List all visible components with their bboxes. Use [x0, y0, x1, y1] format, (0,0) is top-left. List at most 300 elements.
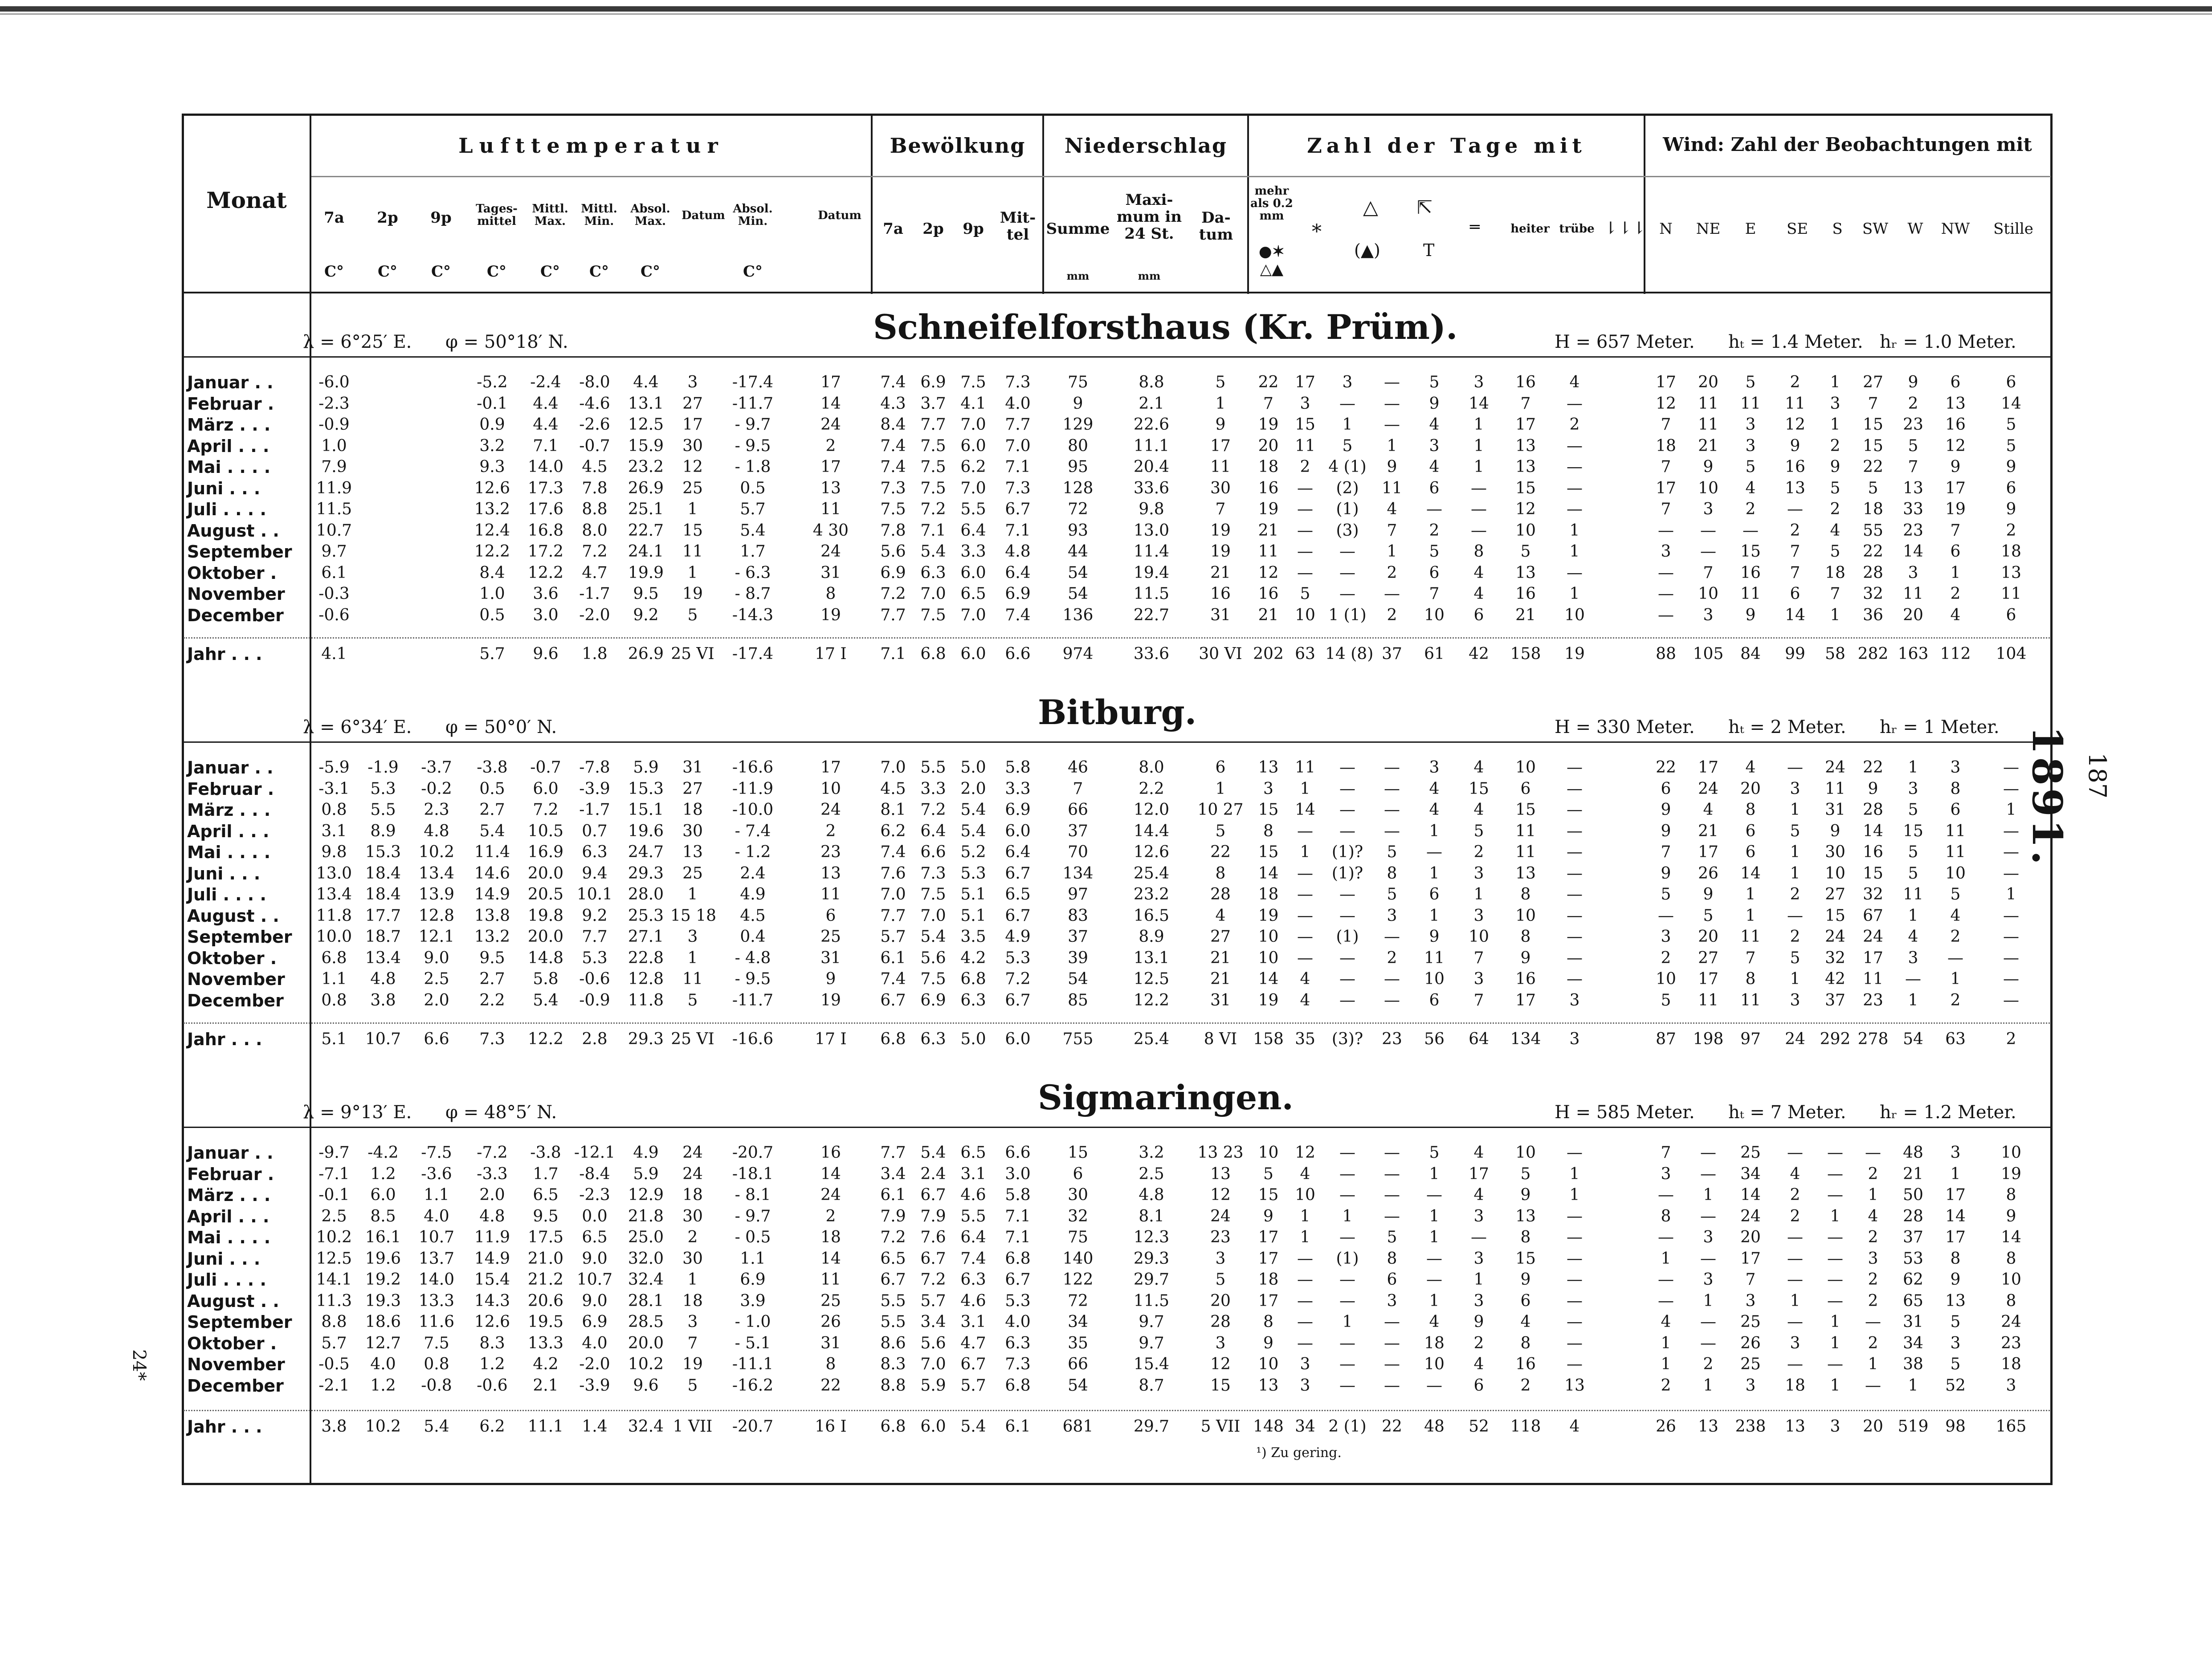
table-row [184, 1311, 2050, 1333]
table-cell: 7.0 [920, 585, 946, 603]
year-row [184, 1029, 2050, 1050]
table-cell: 9.0 [424, 949, 449, 967]
table-cell: 17 [820, 758, 841, 777]
table-cell: — [1297, 1291, 1313, 1310]
table-cell: — [1339, 1334, 1355, 1352]
table-cell: 14.1 [316, 1270, 352, 1289]
table-cell: 70 [1068, 843, 1088, 861]
table-row [184, 948, 2050, 969]
table-cell: 6 [1950, 373, 1961, 391]
table-cell: 21 [1903, 1164, 1923, 1183]
table-cell: 85 [1068, 991, 1088, 1010]
year-cell: 3 [1569, 1030, 1580, 1048]
table-cell: 4.0 [582, 1334, 608, 1352]
col-temp-datum-min: Datum [818, 209, 861, 222]
table-cell: 6.9 [920, 373, 946, 391]
year-cell: 6.0 [920, 1417, 946, 1436]
table-row [184, 1206, 2050, 1227]
table-cell: 27 [1698, 949, 1718, 967]
year-cell: 35 [1295, 1030, 1315, 1048]
table-cell: 7.8 [582, 479, 608, 497]
table-cell: 9 [1703, 885, 1714, 904]
table-cell: 1 [1387, 542, 1397, 561]
table-row [184, 757, 2050, 778]
table-cell: - 1.0 [735, 1313, 771, 1331]
table-cell: — [1787, 1270, 1803, 1289]
table-cell: — [1658, 1291, 1674, 1310]
year-cell: 2.8 [582, 1030, 608, 1048]
table-cell: 6.3 [582, 843, 608, 861]
table-cell: 1 [1473, 458, 1484, 476]
table-cell: 8 [825, 1355, 836, 1373]
table-cell: 5.6 [920, 1334, 946, 1352]
table-cell: -3.3 [477, 1164, 508, 1183]
table-cell: 3.1 [321, 822, 347, 840]
month-label: März . . . [187, 1185, 271, 1205]
table-cell: 6.4 [920, 822, 946, 840]
table-cell: 8 [1950, 1249, 1961, 1268]
table-cell: -17.4 [732, 373, 774, 391]
table-cell: 6.5 [533, 1186, 559, 1204]
month-label: Mai . . . . [187, 457, 271, 477]
table-cell: 8.4 [479, 563, 505, 582]
table-cell: 6.9 [582, 1313, 608, 1331]
table-cell: -1.9 [367, 758, 399, 777]
table-cell: -10.0 [732, 801, 774, 819]
table-cell: 4.9 [633, 1144, 659, 1162]
table-cell: 6.2 [960, 458, 986, 476]
year-cell: 165 [1996, 1417, 2027, 1436]
table-cell: 7.4 [880, 843, 906, 861]
table-cell: — [1700, 542, 1716, 561]
table-cell: - 0.5 [735, 1228, 771, 1246]
table-cell: 10 [1656, 970, 1676, 988]
table-cell: 9 [1703, 458, 1714, 476]
table-cell: 3 [1300, 394, 1310, 413]
table-cell: 14 [1740, 864, 1761, 883]
table-cell: 6.8 [1005, 1249, 1031, 1268]
station-title: Schneifelforsthaus (Kr. Prüm). [873, 307, 1458, 347]
table-cell: 1 [1790, 843, 1800, 861]
table-cell: 7 [1703, 563, 1714, 582]
table-cell: 5 [2006, 415, 2016, 434]
storm-icon: ⇂⇂⇂ [1604, 218, 1646, 238]
table-cell: 7.0 [960, 415, 986, 434]
table-cell: 20 [1258, 436, 1279, 455]
table-cell: 7.1 [533, 436, 559, 455]
table-cell: 6 [2006, 373, 2016, 391]
table-cell: 4 (1) [1328, 458, 1367, 476]
thunder-icon: ⇱ [1416, 196, 1433, 219]
table-cell: 3 [1908, 779, 1918, 798]
table-cell: 1.7 [740, 542, 766, 561]
table-cell: 4.2 [960, 949, 986, 967]
table-cell: (1) [1336, 500, 1359, 518]
table-cell: -5.2 [477, 373, 508, 391]
table-cell: 2 [1520, 1376, 1531, 1395]
table-cell: 11 [1698, 415, 1718, 434]
table-cell: 11 [1515, 843, 1536, 861]
table-cell: 19.5 [527, 1313, 564, 1331]
table-cell: 28 [1863, 563, 1883, 582]
table-cell: 2 [1387, 949, 1397, 967]
table-cell: 8 [1263, 1313, 1273, 1331]
table-cell: 10 [1258, 928, 1279, 946]
table-cell: 5.5 [370, 801, 396, 819]
table-cell: 27 [682, 779, 703, 798]
table-cell: 22 [1863, 458, 1883, 476]
month-label: Juli . . . . [187, 885, 266, 904]
table-cell: 8.6 [880, 1334, 906, 1352]
table-cell: 6.5 [880, 1249, 906, 1268]
table-cell: 9.7 [1139, 1313, 1164, 1331]
table-cell: 8.7 [1139, 1376, 1164, 1395]
table-cell: 4.5 [880, 779, 906, 798]
table-cell: 17 [820, 373, 841, 391]
table-cell: 18 [820, 1228, 841, 1246]
table-cell: 8.3 [880, 1355, 906, 1373]
table-cell: (2) [1336, 479, 1359, 497]
table-cell: 7.3 [880, 479, 906, 497]
table-cell: 7 [1868, 394, 1878, 413]
table-cell: 3.2 [479, 436, 505, 455]
table-cell: 7.5 [920, 885, 946, 904]
table-cell: 7.3 [1005, 1355, 1031, 1373]
table-cell: 25 [1740, 1355, 1761, 1373]
table-cell: 6.5 [960, 585, 986, 603]
table-cell: 22 [820, 1376, 841, 1395]
table-cell: 17 [1945, 1228, 1966, 1246]
table-row [184, 821, 2050, 842]
table-cell: — [1426, 500, 1442, 518]
table-cell: 29.7 [1133, 1270, 1170, 1289]
table-cell: — [1827, 1270, 1843, 1289]
table-cell: 1.2 [370, 1164, 396, 1183]
month-label: Februar . [187, 779, 274, 799]
table-cell: 4 [1429, 801, 1440, 819]
table-cell: 4.7 [960, 1334, 986, 1352]
table-cell: 1 [1387, 436, 1397, 455]
table-cell: 23 [1210, 1228, 1231, 1246]
table-cell: 4 [1703, 801, 1714, 819]
table-cell: 5.3 [1005, 1291, 1031, 1310]
table-cell: 16.1 [365, 1228, 401, 1246]
table-cell: 0.0 [582, 1207, 608, 1225]
table-cell: 16 [1740, 563, 1761, 582]
table-cell: 4 [1473, 1355, 1484, 1373]
month-label: September [187, 927, 292, 947]
table-cell: 25.4 [1133, 864, 1170, 883]
table-cell: 4.4 [633, 373, 659, 391]
month-label: November [187, 1355, 285, 1374]
table-cell: 4 [1790, 1164, 1800, 1183]
table-cell: 35 [1068, 1334, 1088, 1352]
table-cell: 15 [1515, 801, 1536, 819]
table-cell: 28 [1863, 801, 1883, 819]
table-cell: 21 [1210, 949, 1231, 967]
table-cell: -0.6 [579, 970, 610, 988]
table-cell: 11.5 [316, 500, 352, 518]
table-cell: 2 [1790, 373, 1800, 391]
col-temp-mittl-min: Mittl. Min. [581, 202, 617, 228]
table-cell: 30 [682, 1249, 703, 1268]
table-cell: 13.3 [527, 1334, 564, 1352]
table-cell: 11 [820, 1270, 841, 1289]
unit-temp-absol-min: C° [743, 263, 763, 281]
year-cell: 23 [1382, 1030, 1402, 1048]
table-cell: 7.2 [920, 1270, 946, 1289]
month-label: Januar . . [187, 758, 273, 778]
table-cell: 1 [1429, 1207, 1440, 1225]
table-cell: — [1297, 864, 1313, 883]
table-cell: 6 [1661, 779, 1671, 798]
table-cell: 6 [1215, 758, 1226, 777]
year-cell: -20.7 [732, 1417, 774, 1436]
year-cell: 25.4 [1133, 1030, 1170, 1048]
year-cell: 11.1 [527, 1417, 564, 1436]
year-cell: 52 [1469, 1417, 1489, 1436]
month-label: December [187, 1376, 284, 1396]
table-cell: 4 [1745, 479, 1756, 497]
table-cell: 3 [1342, 373, 1353, 391]
table-cell: 10 [1258, 1144, 1279, 1162]
table-cell: — [1827, 1164, 1843, 1183]
table-cell: 9.0 [582, 1291, 608, 1310]
table-cell: -9.7 [318, 1144, 350, 1162]
table-cell: 2 [1429, 521, 1440, 540]
table-cell: 12 [1515, 500, 1536, 518]
table-cell: 21.0 [527, 1249, 564, 1268]
table-cell: — [1339, 1164, 1355, 1183]
table-cell: — [1787, 758, 1803, 777]
table-cell: 14.9 [474, 885, 510, 904]
table-cell: 25.3 [628, 906, 664, 925]
table-cell: 38 [1903, 1355, 1923, 1373]
table-cell: 24 [820, 415, 841, 434]
table-cell: 4 [1745, 758, 1756, 777]
table-cell: 13 [1515, 864, 1536, 883]
table-cell: 14.4 [1133, 822, 1170, 840]
month-label: März . . . [187, 800, 271, 820]
table-cell: 14 [1740, 1186, 1761, 1204]
month-label: Januar . . [187, 373, 273, 392]
table-cell: 10 [820, 779, 841, 798]
table-cell: -11.9 [732, 779, 774, 798]
year-label-cell: Jahr . . . [187, 644, 262, 664]
table-cell: 8.5 [370, 1207, 396, 1225]
table-cell: 5.7 [920, 1291, 946, 1310]
table-cell: — [2003, 822, 2019, 840]
table-cell: — [1567, 500, 1583, 518]
year-cell: 22 [1382, 1417, 1402, 1436]
year-cell: 2 (1) [1328, 1417, 1367, 1436]
month-label: Februar . [187, 1164, 274, 1184]
table-cell: 9 [1950, 1270, 1961, 1289]
station-longitude: λ = 9°13′ E. [303, 1102, 412, 1123]
table-cell: — [1567, 970, 1583, 988]
table-cell: 7.5 [920, 479, 946, 497]
table-cell: 17.6 [527, 500, 564, 518]
table-cell: 65 [1903, 1291, 1923, 1310]
table-cell: 10.2 [316, 1228, 352, 1246]
table-cell: 1 [1950, 970, 1961, 988]
table-cell: 11 [1825, 779, 1845, 798]
table-cell: 3 [2006, 1376, 2016, 1395]
table-cell: 21 [1698, 436, 1718, 455]
month-label: Juli . . . . [187, 1270, 266, 1290]
year-cell: 278 [1857, 1030, 1889, 1048]
table-cell: 7.0 [920, 906, 946, 925]
table-cell: 24 [1825, 928, 1845, 946]
table-cell: 14.0 [527, 458, 564, 476]
station-longitude: λ = 6°34′ E. [303, 717, 412, 737]
table-cell: — [1384, 928, 1400, 946]
col-temp-absol-min: Absol. Min. [733, 202, 773, 228]
table-cell: 19 [1210, 542, 1231, 561]
table-cell: 2.3 [424, 801, 449, 819]
table-cell: -2.0 [579, 606, 610, 624]
table-cell: 12.7 [365, 1334, 401, 1352]
table-cell: — [1658, 1228, 1674, 1246]
table-cell: — [1339, 563, 1355, 582]
table-cell: 13.2 [474, 928, 510, 946]
table-cell: 15 [1469, 779, 1489, 798]
year-cell: 5.0 [960, 1030, 986, 1048]
table-cell: 27 [682, 394, 703, 413]
table-cell: 2.5 [424, 970, 449, 988]
table-cell: 2.5 [321, 1207, 347, 1225]
table-cell: — [1471, 500, 1487, 518]
table-cell: 50 [1903, 1186, 1923, 1204]
table-cell: -3.8 [530, 1144, 561, 1162]
table-cell: -8.0 [579, 373, 610, 391]
fog-icon: ═ [1470, 218, 1480, 236]
table-cell: — [1297, 822, 1313, 840]
table-cell: 11 [1698, 394, 1718, 413]
table-cell: — [1658, 521, 1674, 540]
table-cell: 25 [682, 864, 703, 883]
table-cell: 5 [2006, 436, 2016, 455]
year-cell: 3 [1830, 1417, 1841, 1436]
table-cell: - 7.4 [735, 822, 771, 840]
table-cell: 15.3 [365, 843, 401, 861]
table-cell: 9 [1520, 1270, 1531, 1289]
table-cell: — [1787, 1355, 1803, 1373]
table-cell: 18.4 [365, 864, 401, 883]
table-cell: 3 [1215, 1249, 1226, 1268]
table-cell: 11.9 [474, 1228, 510, 1246]
table-cell: 7.5 [880, 500, 906, 518]
table-cell: 7.8 [880, 521, 906, 540]
table-cell: 10 [1515, 906, 1536, 925]
table-cell: 25 [1740, 1144, 1761, 1162]
table-cell: 8.8 [582, 500, 608, 518]
table-cell: 4 [1473, 585, 1484, 603]
table-cell: 13 [820, 479, 841, 497]
table-cell: 20.0 [628, 1334, 664, 1352]
table-cell: — [1384, 822, 1400, 840]
table-cell: — [1384, 585, 1400, 603]
year-cell: 134 [1510, 1030, 1541, 1048]
table-cell: 5.9 [633, 758, 659, 777]
table-cell: 17 [1515, 415, 1536, 434]
table-cell: 5.8 [1005, 758, 1031, 777]
table-cell: 9 [1661, 822, 1671, 840]
table-cell: — [1339, 801, 1355, 819]
table-cell: 13.7 [418, 1249, 455, 1268]
table-cell: 1 [2006, 801, 2016, 819]
table-cell: 7 [1073, 779, 1083, 798]
table-cell: 5.5 [960, 1207, 986, 1225]
table-cell: -0.1 [477, 394, 508, 413]
table-cell: 10 [1469, 928, 1489, 946]
month-label: December [187, 605, 284, 625]
table-cell: 15 [682, 521, 703, 540]
table-cell: 17 [1210, 436, 1231, 455]
table-cell: — [1658, 906, 1674, 925]
col-days-heiter: heiter [1510, 222, 1550, 236]
table-cell: 5 [687, 991, 698, 1010]
table-cell: 26 [820, 1313, 841, 1331]
table-cell: 7.9 [321, 458, 347, 476]
table-cell: 1 [1830, 1313, 1841, 1331]
table-cell: — [1700, 1207, 1716, 1225]
table-cell: 7.9 [880, 1207, 906, 1225]
year-cell: 42 [1469, 645, 1489, 663]
table-cell: — [1865, 1376, 1881, 1395]
table-cell: 5 [1908, 436, 1918, 455]
year-cell: 56 [1424, 1030, 1445, 1048]
table-cell: — [1426, 1186, 1442, 1204]
table-cell: 1 [1745, 885, 1756, 904]
table-cell: 1 [1429, 1164, 1440, 1183]
table-cell: 27 [1825, 885, 1845, 904]
table-cell: 11 [682, 542, 703, 561]
table-cell: 13 [1515, 458, 1536, 476]
table-cell: — [1567, 394, 1583, 413]
table-cell: 23 [1903, 415, 1923, 434]
table-cell: 2 [1387, 606, 1397, 624]
table-cell: 22 [1863, 542, 1883, 561]
table-cell: 9 [1215, 415, 1226, 434]
table-cell: 19.8 [527, 906, 564, 925]
table-cell: 6.7 [1005, 1270, 1031, 1289]
table-cell: 8.8 [1139, 373, 1164, 391]
table-cell: 7.0 [960, 479, 986, 497]
col-wind-nw: NW [1941, 220, 1970, 238]
year-cell: 26.9 [628, 645, 664, 663]
table-cell: — [1426, 1376, 1442, 1395]
table-cell: 3 [1215, 1334, 1226, 1352]
table-cell: — [1297, 885, 1313, 904]
table-cell: — [2003, 970, 2019, 988]
table-cell: - 9.5 [735, 970, 771, 988]
table-cell: 3 [1703, 500, 1714, 518]
table-cell: 2 [825, 1207, 836, 1225]
table-cell: 4 [1429, 415, 1440, 434]
table-cell: — [1658, 606, 1674, 624]
table-cell: 6.3 [1005, 1334, 1031, 1352]
table-cell: - 9.7 [735, 1207, 771, 1225]
table-cell: 7.5 [920, 458, 946, 476]
table-cell: 8 [1215, 864, 1226, 883]
table-cell: 12 [682, 458, 703, 476]
table-cell: 5.4 [960, 822, 986, 840]
table-cell: 5.5 [880, 1291, 906, 1310]
table-cell: 54 [1068, 970, 1088, 988]
table-cell: 1 [1703, 1291, 1714, 1310]
table-cell: 18 [1785, 1376, 1805, 1395]
